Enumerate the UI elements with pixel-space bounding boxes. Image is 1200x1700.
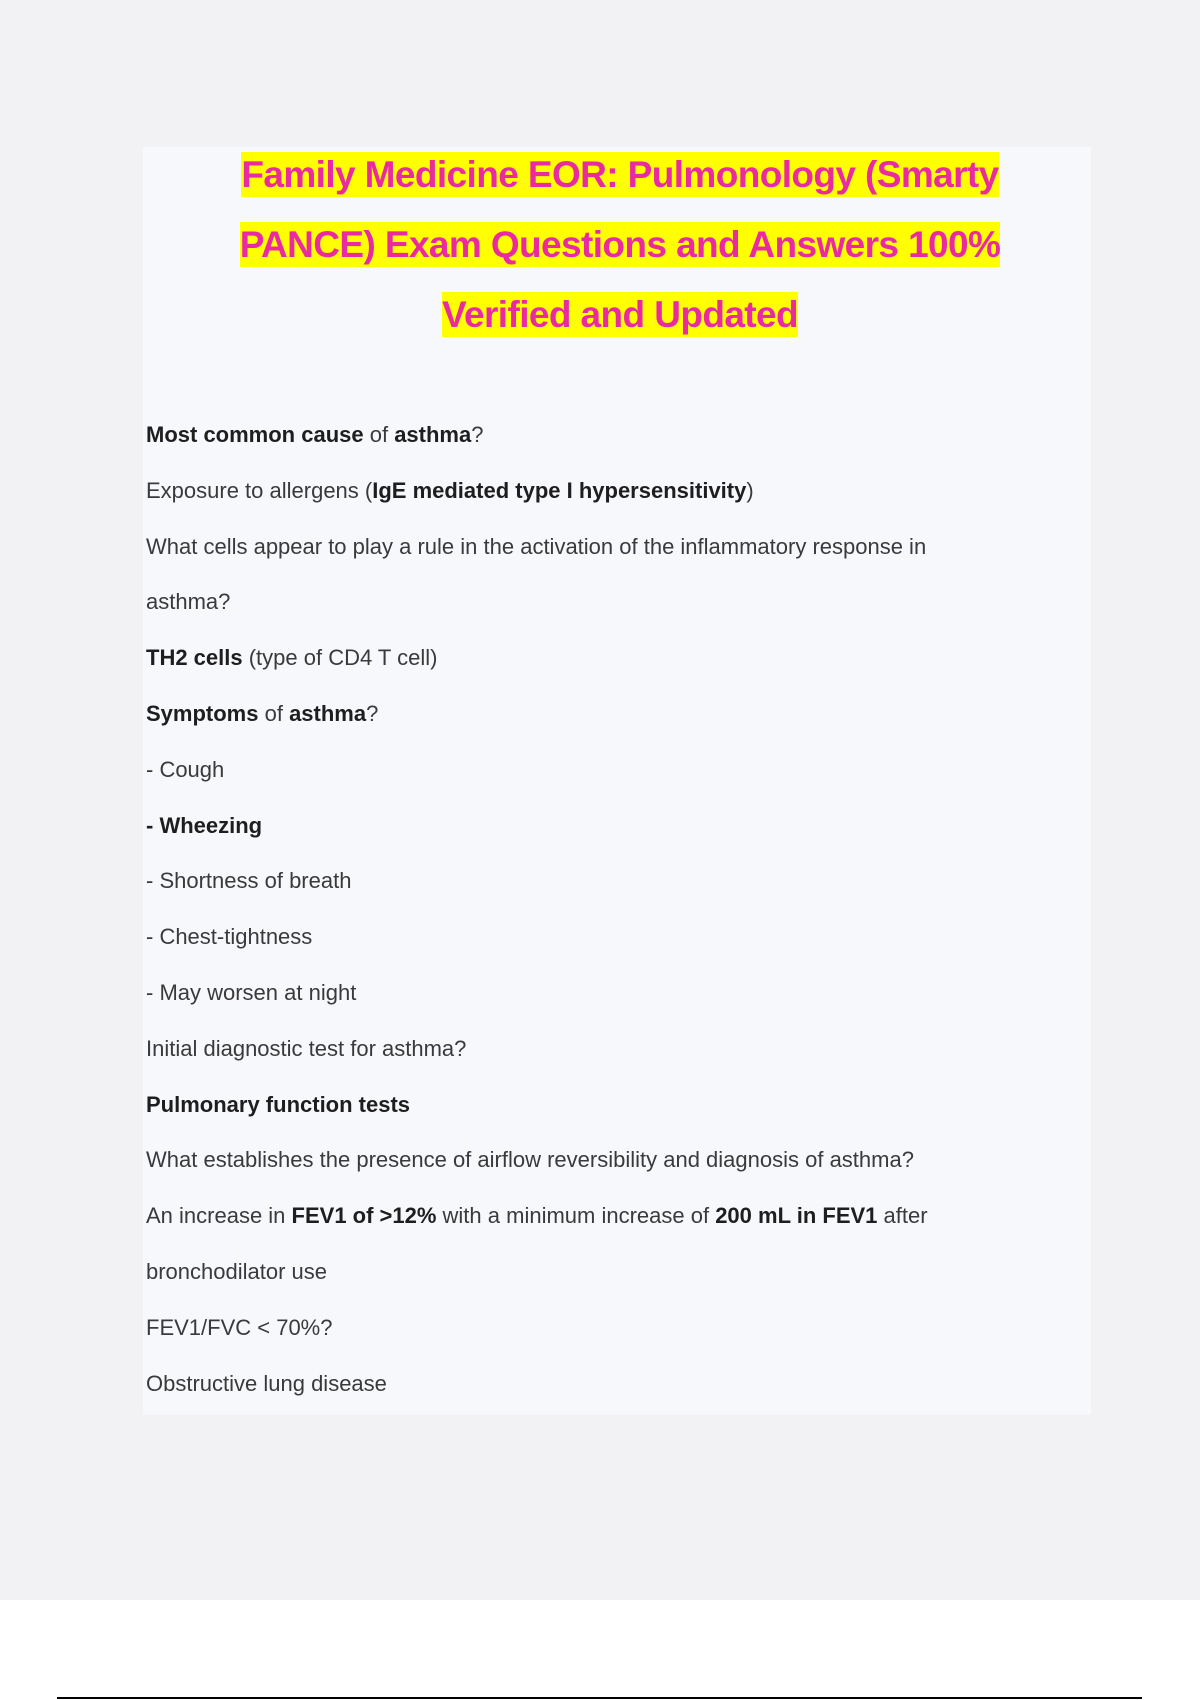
text-segment: Obstructive lung disease	[146, 1370, 387, 1396]
qa-line	[146, 909, 1066, 965]
text-segment: ?	[471, 422, 484, 447]
bold-text-segment: Most common cause	[146, 422, 364, 447]
qa-line	[146, 463, 1066, 519]
text-segment: bronchodilator use	[146, 1258, 328, 1284]
qa-line	[146, 1188, 1066, 1244]
footer-divider	[57, 1697, 1142, 1699]
qa-line	[146, 407, 1066, 463]
text-segment: of	[363, 422, 395, 447]
bold-text-segment: FEV1 of >12%	[291, 1203, 437, 1229]
text-segment: Exposure to allergens (	[146, 477, 373, 503]
text-segment: asthma?	[146, 589, 231, 615]
text-segment: Initial diagnostic test for asthma?	[146, 1035, 467, 1061]
text-segment: - May worsen at night	[146, 979, 357, 1005]
qa-line	[146, 1077, 1066, 1133]
qa-line	[146, 1021, 1066, 1077]
qa-line	[146, 574, 1066, 630]
bold-text-segment: IgE mediated type I hypersensitivity	[372, 477, 747, 503]
text-segment: of	[258, 700, 290, 726]
bold-text-segment: asthma	[289, 700, 367, 726]
bold-text-segment: TH2 cells	[146, 645, 243, 671]
text-segment: (type of CD4 T cell)	[242, 645, 438, 671]
qa-line	[146, 1244, 1066, 1300]
bold-text-segment: 200 mL in FEV1	[715, 1203, 878, 1229]
text-segment: with a minimum increase of	[436, 1203, 716, 1229]
bold-text-segment: Symptoms	[146, 700, 259, 726]
qa-line	[146, 853, 1066, 909]
text-segment: )	[746, 477, 754, 503]
document-title-text: Family Medicine EOR: Pulmonology (Smarty PANCE) Exam Questions and Answers 100% Verified and Updated	[239, 154, 1001, 335]
text-segment: ?	[366, 700, 379, 726]
qa-line	[146, 798, 1066, 854]
qa-line	[146, 630, 1066, 686]
document-title	[180, 140, 1060, 350]
text-segment: What cells appear to play a rule in the activation of the inflammatory response in	[146, 533, 927, 559]
qa-line	[146, 1132, 1066, 1188]
text-segment: FEV1/FVC < 70%?	[146, 1314, 333, 1340]
qa-list	[146, 407, 1066, 1411]
text-segment: - Chest-tightness	[146, 924, 313, 950]
text-segment: An increase in	[146, 1203, 292, 1229]
qa-line	[146, 686, 1066, 742]
bold-text-segment: - Wheezing	[146, 812, 263, 838]
text-segment: - Shortness of breath	[146, 868, 352, 894]
bold-text-segment: asthma	[394, 422, 472, 447]
text-segment: - Cough	[146, 756, 225, 782]
bold-text-segment: Pulmonary function tests	[146, 1091, 411, 1117]
qa-line	[146, 1300, 1066, 1356]
qa-line	[146, 1356, 1066, 1412]
text-segment: after	[877, 1203, 928, 1229]
qa-line	[146, 742, 1066, 798]
text-segment: What establishes the presence of airflow reversibility and diagnosis of asthma?	[146, 1147, 914, 1173]
qa-line	[146, 519, 1066, 575]
qa-line	[146, 965, 1066, 1021]
